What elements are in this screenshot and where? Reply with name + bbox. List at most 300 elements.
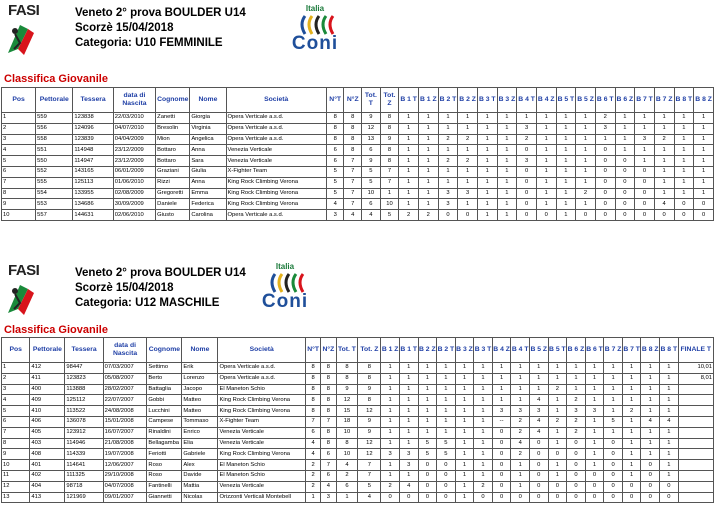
table-cell: 1 [497, 210, 517, 221]
table-cell: 1 [585, 460, 604, 471]
table-cell: King Rock Climbing Verona [226, 177, 326, 188]
table-cell: 1 [674, 156, 694, 167]
table-cell: 98718 [65, 481, 103, 492]
table-cell: 1 [604, 395, 623, 406]
table-cell: Feriotti [147, 449, 182, 460]
table-cell: 1 [380, 188, 399, 199]
table-cell: 9 [358, 427, 381, 438]
table-cell: 1 [2, 113, 36, 124]
table-cell: 1 [654, 188, 674, 199]
table-cell: 1 [548, 427, 567, 438]
column-header: Pettorale [30, 338, 65, 363]
table-cell: 1 [497, 199, 517, 210]
table-cell: 1 [437, 363, 456, 374]
table-cell: 9 [358, 384, 381, 395]
table-cell: 136078 [65, 416, 103, 427]
table-cell: 5 [437, 438, 456, 449]
table-cell: 3 [399, 460, 418, 471]
column-header: Pos [2, 338, 30, 363]
table-cell: 8 [305, 406, 320, 417]
column-header: B 5 Z [529, 338, 548, 363]
table-cell: 0 [635, 166, 655, 177]
table-cell: Sara [190, 156, 226, 167]
column-header: N°T [305, 338, 320, 363]
table-cell: 4 [336, 460, 358, 471]
table-cell: 1 [437, 416, 456, 427]
table-cell: 0 [615, 166, 635, 177]
table-cell: 18 [336, 416, 358, 427]
table-cell: 8 [2, 188, 36, 199]
table-cell: 3 [438, 188, 458, 199]
table-cell: 1 [511, 481, 530, 492]
table-cell: 1 [497, 123, 517, 134]
table-cell: 1 [418, 199, 438, 210]
table-cell: 0 [595, 210, 615, 221]
table-cell: 1 [585, 416, 604, 427]
table-cell: 1 [548, 406, 567, 417]
table-cell: 0 [622, 492, 641, 503]
table-cell: 558 [36, 134, 73, 145]
table-cell: 2 [622, 406, 641, 417]
table-row [2, 384, 714, 395]
table-cell: Giorgia [190, 113, 226, 124]
table-row [2, 438, 714, 449]
table-cell: 10 [362, 188, 381, 199]
table-cell: 9 [358, 416, 381, 427]
table-cell: 1 [511, 395, 530, 406]
table-row [2, 166, 714, 177]
table-cell: 1 [622, 395, 641, 406]
table-cell: 133955 [73, 188, 113, 199]
table-cell: 0 [654, 210, 674, 221]
column-header: B 1 T [399, 88, 419, 113]
table-cell: 10 [336, 427, 358, 438]
table-cell: Venezia Verticale [218, 438, 305, 449]
column-header: B 2 T [437, 338, 456, 363]
table-cell: 1 [536, 145, 556, 156]
table-cell: 12 [358, 449, 381, 460]
table-row [2, 427, 714, 438]
table-cell: Giulia [190, 166, 226, 177]
table-cell: Berto [147, 373, 182, 384]
table-cell: 1 [548, 460, 567, 471]
table-cell: 1 [399, 438, 418, 449]
table-cell: 2 [595, 113, 615, 124]
table-cell: 1 [511, 460, 530, 471]
table-cell: 0 [615, 210, 635, 221]
table-cell: 559 [36, 113, 73, 124]
table-cell: Enrico [182, 427, 218, 438]
table-cell: 8 [344, 134, 362, 145]
table-cell: 0 [567, 481, 586, 492]
table-cell: 3 [438, 199, 458, 210]
table-cell: 1 [654, 113, 674, 124]
table-cell: 1 [477, 188, 497, 199]
table-cell: 5 [362, 177, 381, 188]
table-cell: Opera Verticale a.s.d. [226, 123, 326, 134]
table-cell: 552 [36, 166, 73, 177]
table-cell: 04/04/2009 [113, 134, 155, 145]
table-cell: 24/08/2008 [103, 406, 147, 417]
table-cell: 2 [474, 481, 493, 492]
table-cell: 0 [660, 481, 679, 492]
table-cell: 8 [305, 363, 320, 374]
coni-logo: Italia Coni [291, 4, 339, 54]
table-cell: 1 [660, 395, 679, 406]
table-cell: 556 [36, 123, 73, 134]
table-cell: 0 [567, 470, 586, 481]
table-cell: 0 [492, 449, 511, 460]
table-row [2, 145, 714, 156]
table-cell: 1 [455, 427, 474, 438]
column-header: data di Nascita [113, 88, 155, 113]
table-cell: 23/12/2009 [113, 156, 155, 167]
table-cell: 1 [381, 395, 400, 406]
table-cell: 0 [437, 492, 456, 503]
table-cell: 12 [358, 406, 381, 417]
table-cell: 0 [474, 492, 493, 503]
table-cell: 1 [556, 188, 576, 199]
event-header [75, 6, 246, 51]
table-cell: 1 [381, 470, 400, 481]
table-cell: 2 [517, 134, 537, 145]
table-cell: 3 [2, 134, 36, 145]
table-cell: 8 [344, 123, 362, 134]
table-cell: 1 [437, 373, 456, 384]
table-cell: 1 [418, 123, 438, 134]
table-cell: 8 [321, 427, 336, 438]
table-cell: 0 [492, 438, 511, 449]
table-cell: 0 [517, 210, 537, 221]
column-header: B 6 Z [567, 338, 586, 363]
table-cell: 5 [326, 177, 344, 188]
table-cell: 0 [567, 460, 586, 471]
table-cell: 1 [418, 145, 438, 156]
table-cell: 15/01/2008 [103, 416, 147, 427]
column-header: Tot. T [336, 338, 358, 363]
olympic-rings-icon [265, 272, 305, 294]
table-cell: 8 [321, 373, 336, 384]
table-cell: 1 [418, 373, 437, 384]
table-cell: 405 [30, 427, 65, 438]
table-cell: 554 [36, 188, 73, 199]
table-cell: 3 [399, 449, 418, 460]
table-cell: 1 [477, 134, 497, 145]
table-cell: 98447 [65, 363, 103, 374]
table-cell: 0 [641, 460, 660, 471]
table-cell: 1 [474, 449, 493, 460]
table-cell: 0 [567, 438, 586, 449]
table-cell: 4 [511, 438, 530, 449]
table-cell: 2 [567, 395, 586, 406]
table-cell: 22/07/2007 [103, 395, 147, 406]
table-cell: Rizzi [156, 177, 190, 188]
table-cell: 134686 [73, 199, 113, 210]
column-header: N°T [326, 88, 344, 113]
table-cell: 5 [2, 156, 36, 167]
table-cell: 3 [567, 406, 586, 417]
table-cell: 1 [660, 384, 679, 395]
results-table [1, 87, 714, 221]
table-cell: 8 [336, 363, 358, 374]
table-cell: 2 [567, 427, 586, 438]
table-cell: 7 [344, 156, 362, 167]
table-cell: 1 [455, 449, 474, 460]
table-cell: 0 [517, 145, 537, 156]
table-cell: 0 [595, 145, 615, 156]
table-cell: 7 [321, 460, 336, 471]
table-cell: 8 [321, 384, 336, 395]
table-row [2, 449, 714, 460]
column-header: Nome [182, 338, 218, 363]
table-cell: 0 [492, 470, 511, 481]
table-cell: 0 [517, 166, 537, 177]
table-cell: 8 [344, 113, 362, 124]
table-cell: 1 [511, 470, 530, 481]
table-cell: 401 [30, 460, 65, 471]
table-cell: Angelica [190, 134, 226, 145]
table-cell: 6 [362, 199, 381, 210]
table-cell: 7 [344, 199, 362, 210]
table-cell: 1 [399, 416, 418, 427]
table-cell: 1 [455, 481, 474, 492]
column-header: B 6 T [595, 88, 615, 113]
table-cell: 1 [576, 199, 596, 210]
table-cell: 0 [492, 460, 511, 471]
column-header: B 7 T [622, 338, 641, 363]
table-cell: 07/03/2007 [103, 363, 147, 374]
table-cell: 0 [529, 481, 548, 492]
table-cell: 1 [536, 113, 556, 124]
table-cell: Alex [182, 460, 218, 471]
table-cell: 1 [615, 145, 635, 156]
table-cell: 1 [418, 156, 438, 167]
table-cell: 1 [536, 123, 556, 134]
table-cell: 1 [474, 406, 493, 417]
table-cell: 1 [622, 416, 641, 427]
table-cell: 1 [437, 406, 456, 417]
table-cell: Gregoretti [156, 188, 190, 199]
table-cell: 0 [595, 156, 615, 167]
table-cell: 1 [474, 395, 493, 406]
table-cell: 6 [326, 156, 344, 167]
table-cell [678, 470, 713, 481]
table-cell: El Maneton Schio [218, 384, 305, 395]
column-header: B 3 T [474, 338, 493, 363]
table-cell: El Maneton Schio [218, 470, 305, 481]
table-cell: 05/08/2007 [103, 373, 147, 384]
table-cell: 4 [399, 481, 418, 492]
table-cell: 1 [399, 113, 419, 124]
table-cell: 6 [362, 145, 381, 156]
table-cell: Opera Verticale a.s.d. [226, 113, 326, 124]
table-cell: 1 [399, 395, 418, 406]
table-cell: Mattia [182, 481, 218, 492]
table-cell: 4 [358, 492, 381, 503]
table-cell: 1 [418, 177, 438, 188]
table-cell: 1 [474, 384, 493, 395]
table-cell: 1 [654, 145, 674, 156]
table-cell: 1 [477, 145, 497, 156]
table-cell: 0 [674, 199, 694, 210]
table-cell [678, 395, 713, 406]
table-cell: 550 [36, 156, 73, 167]
table-cell: Virginia [190, 123, 226, 134]
table-cell: 0 [635, 177, 655, 188]
table-cell: 0 [418, 470, 437, 481]
table-cell: 8 [358, 363, 381, 374]
table-cell: King Rock Climbing Verona [218, 406, 305, 417]
classifica-label: Classifica Giovanile [4, 73, 108, 85]
table-cell: 1 [497, 145, 517, 156]
table-cell: 1 [604, 363, 623, 374]
table-cell: X-Fighter Team [226, 166, 326, 177]
table-cell: 8 [380, 156, 399, 167]
column-header: B 4 T [511, 338, 530, 363]
table-cell: 4 [321, 481, 336, 492]
table-cell: 408 [30, 449, 65, 460]
table-cell: 1 [576, 166, 596, 177]
table-cell: 06/01/2009 [113, 166, 155, 177]
table-cell: 2 [511, 449, 530, 460]
table-cell: 1 [455, 363, 474, 374]
table-cell: King Rock Climbing Verona [218, 395, 305, 406]
table-cell: 1 [474, 470, 493, 481]
table-cell: 19/07/2008 [103, 449, 147, 460]
table-cell: Federica [190, 199, 226, 210]
table-cell: 114946 [65, 438, 103, 449]
table-cell: 1 [585, 449, 604, 460]
results-table [1, 337, 714, 503]
table-cell: Carolina [190, 210, 226, 221]
table-cell: 0 [529, 460, 548, 471]
table-cell: 2 [458, 134, 478, 145]
table-cell: 1 [567, 363, 586, 374]
column-header: B 7 Z [654, 88, 674, 113]
table-cell: 1 [477, 210, 497, 221]
table-cell: 2 [511, 416, 530, 427]
table-cell: 6 [305, 427, 320, 438]
table-row [2, 199, 714, 210]
table-cell: 1 [660, 460, 679, 471]
table-cell: 111325 [65, 470, 103, 481]
table-cell: 1 [455, 384, 474, 395]
table-cell: 1 [660, 363, 679, 374]
table-cell: 0 [615, 177, 635, 188]
table-cell: Graziani [156, 166, 190, 177]
table-cell: 1 [556, 166, 576, 177]
column-header: Tessera [65, 338, 103, 363]
table-cell: 0 [536, 210, 556, 221]
table-cell: 04/07/2008 [103, 481, 147, 492]
table-cell: 1 [660, 449, 679, 460]
table-cell: 1 [455, 406, 474, 417]
column-header: B 3 Z [497, 88, 517, 113]
table-cell: 1 [641, 384, 660, 395]
column-header: B 2 T [438, 88, 458, 113]
table-cell: 12 [362, 123, 381, 134]
table-cell: 13 [362, 134, 381, 145]
table-cell: 1 [654, 156, 674, 167]
table-cell: 1 [622, 363, 641, 374]
table-cell: 114641 [65, 460, 103, 471]
table-cell: 2 [381, 481, 400, 492]
table-cell: Mion [156, 134, 190, 145]
table-cell: 0 [635, 210, 655, 221]
table-cell: X-Fighter Team [218, 416, 305, 427]
table-row [2, 363, 714, 374]
table-cell: 1 [604, 427, 623, 438]
table-cell: 0 [548, 449, 567, 460]
table-cell: 8 [321, 363, 336, 374]
table-cell: 1 [418, 134, 438, 145]
table-cell: 1 [660, 427, 679, 438]
column-header: B 1 Z [381, 338, 400, 363]
table-cell: 0 [529, 470, 548, 481]
fasi-logo: FASI [2, 2, 62, 62]
table-cell: 1 [2, 363, 30, 374]
table-cell: 1 [381, 416, 400, 427]
table-cell: 1 [615, 113, 635, 124]
table-cell: 0 [517, 177, 537, 188]
column-header: B 1 T [399, 338, 418, 363]
table-row [2, 210, 714, 221]
table-cell: 1 [399, 363, 418, 374]
table-cell: 1 [418, 395, 437, 406]
table-cell: 5 [2, 406, 30, 417]
table-cell: 3 [517, 123, 537, 134]
table-cell: King Rock Climbing Verona [226, 199, 326, 210]
table-cell: 10 [380, 199, 399, 210]
table-cell: 0 [492, 481, 511, 492]
table-row [2, 416, 714, 427]
table-cell: 1 [381, 406, 400, 417]
table-cell: 1 [635, 123, 655, 134]
table-cell: 1 [399, 166, 419, 177]
table-cell: 1 [556, 199, 576, 210]
column-header: B 2 Z [418, 338, 437, 363]
table-cell: 3 [321, 492, 336, 503]
table-cell: 1 [674, 113, 694, 124]
table-header-row [2, 88, 714, 113]
table-cell: 1 [556, 156, 576, 167]
table-cell: 3 [492, 406, 511, 417]
table-cell: 1 [474, 363, 493, 374]
table-cell: 1 [474, 438, 493, 449]
table-cell: 1 [556, 145, 576, 156]
table-row [2, 460, 714, 471]
table-cell: 4 [529, 427, 548, 438]
table-cell: 1 [474, 427, 493, 438]
column-header: Tot. T [362, 88, 381, 113]
table-cell [678, 416, 713, 427]
table-row [2, 492, 714, 503]
table-cell: 3 [595, 123, 615, 134]
column-header: Cognome [147, 338, 182, 363]
table-cell: 5 [418, 438, 437, 449]
table-cell: 8 [358, 395, 381, 406]
table-cell: 1 [477, 156, 497, 167]
column-header: Pettorale [36, 88, 73, 113]
table-cell: Opera Verticale a.s.d. [226, 134, 326, 145]
table-cell: 1 [492, 395, 511, 406]
table-cell: 1 [674, 166, 694, 177]
table-cell: Settimo [147, 363, 182, 374]
table-cell: 5 [326, 166, 344, 177]
table-cell: 5 [362, 166, 381, 177]
table-cell: 1 [458, 113, 478, 124]
table-cell: 28/02/2007 [103, 384, 147, 395]
